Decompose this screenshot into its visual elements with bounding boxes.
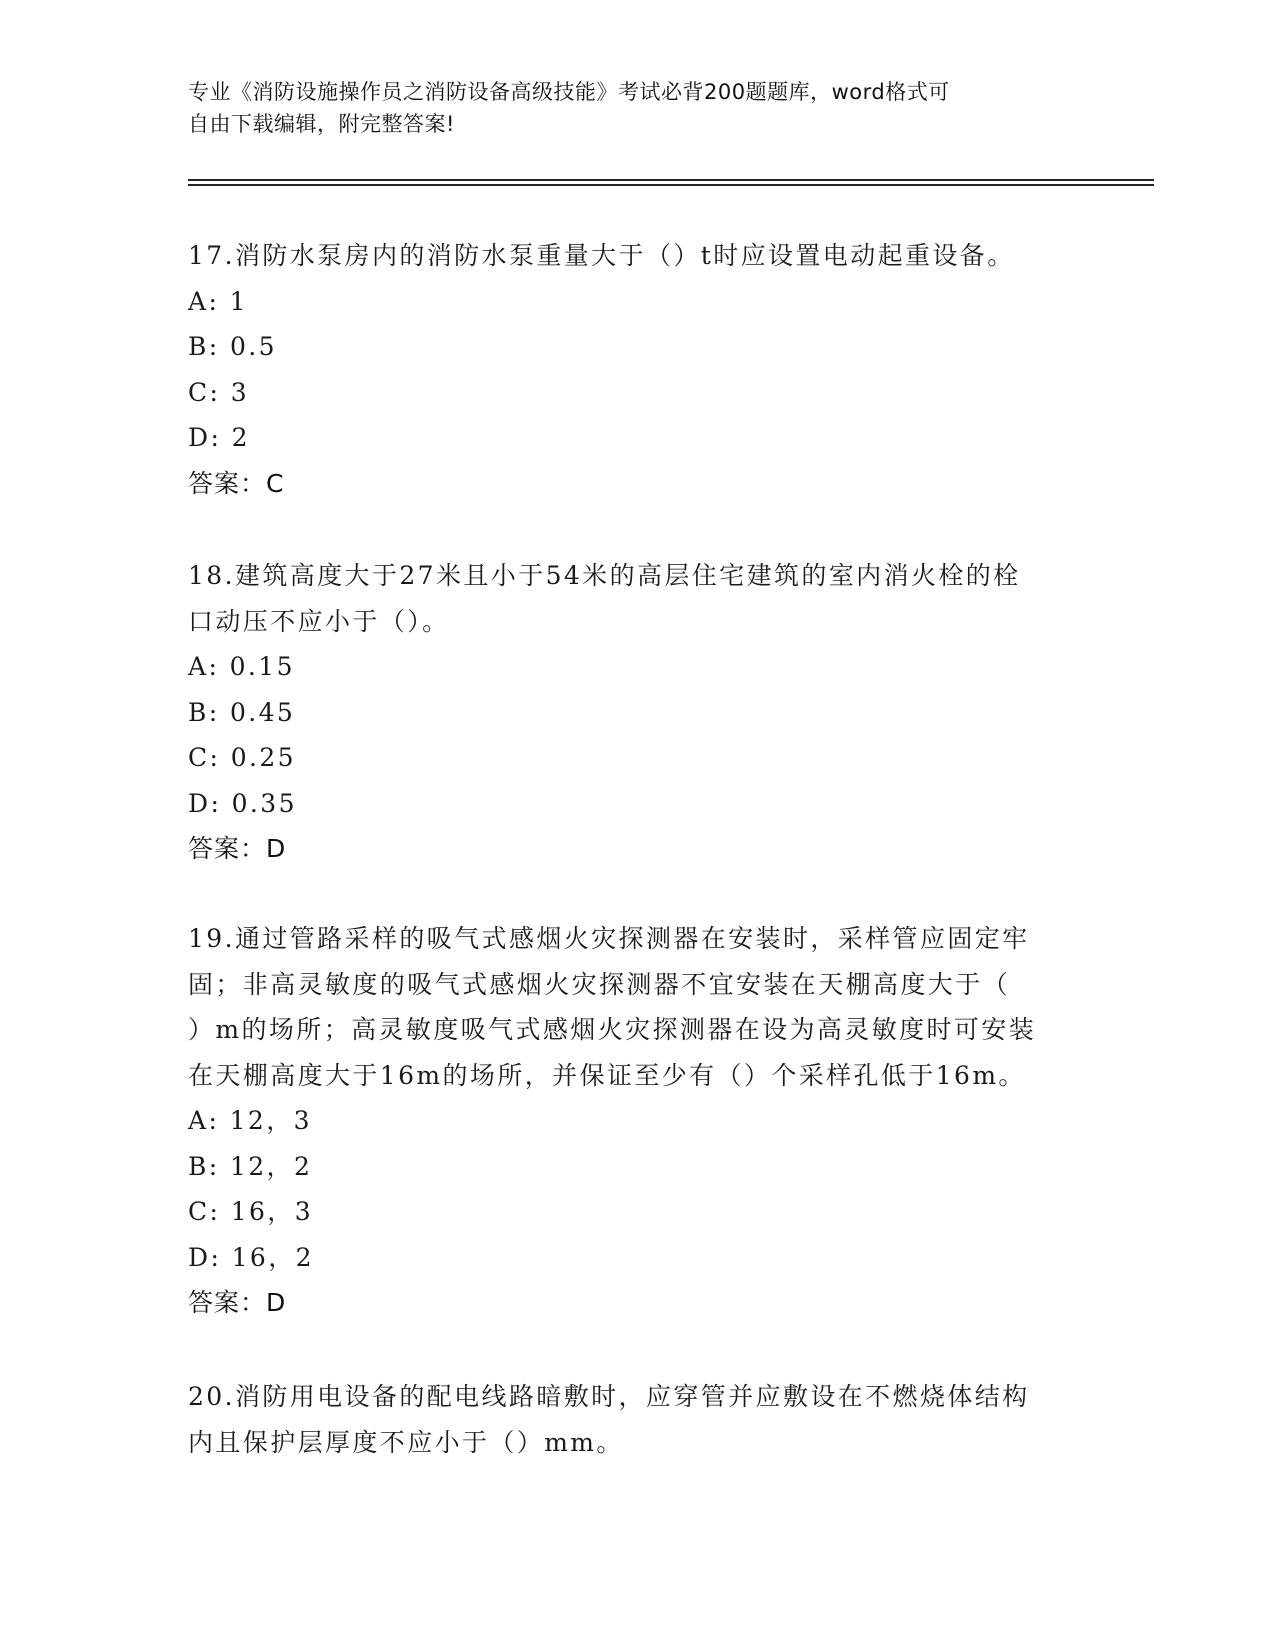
option-c: C: 3 <box>188 377 250 407</box>
question-stem-line-1: 18.建筑高度大于27米且小于54米的高层住宅建筑的室内消火栓的栓 <box>188 561 1021 590</box>
option-d: D: 0.35 <box>188 788 297 818</box>
option-a: A: 0.15 <box>188 652 295 681</box>
question-stem-line-2: 固；非高灵敏度的吸气式感烟火灾探测器不宜安装在天棚高度大于（ <box>188 969 1011 999</box>
header-divider-top <box>188 179 1154 181</box>
option-a: A: 1 <box>188 286 248 316</box>
option-a: A: 12，3 <box>188 1106 312 1135</box>
question-stem-line-3: ）m的场所；高灵敏度吸气式感烟火灾探测器在设为高灵敏度时可安装 <box>188 1015 1037 1044</box>
document-header <box>188 76 1088 140</box>
question-17 <box>188 233 1088 506</box>
question-stem-line-2: 内且保护层厚度不应小于（）mm。 <box>188 1427 624 1457</box>
answer-line: 答案：C <box>188 468 285 498</box>
question-stem-line-1: 19.通过管路采样的吸气式感烟火灾探测器在安装时，采样管应固定牢 <box>188 924 1030 953</box>
question-18 <box>188 553 1088 871</box>
answer-line: 答案：D <box>188 1288 287 1317</box>
question-stem-line-4: 在天棚高度大于16m的场所，并保证至少有（）个采样孔低于16m。 <box>188 1060 1026 1090</box>
option-c: C: 16，3 <box>188 1197 314 1226</box>
option-b: B: 12，2 <box>188 1151 313 1181</box>
option-b: B: 0.45 <box>188 697 296 727</box>
option-b: B: 0.5 <box>188 332 277 361</box>
question-stem-line-2: 口动压不应小于（）。 <box>188 606 450 636</box>
option-d: D: 2 <box>188 423 250 452</box>
question-stem: 17.消防水泵房内的消防水泵重量大于（）t时应设置电动起重设备。 <box>188 241 1015 270</box>
question-20 <box>188 1374 1088 1465</box>
question-19 <box>188 916 1088 1325</box>
option-c: C: 0.25 <box>188 743 296 772</box>
header-divider-bottom <box>188 184 1154 186</box>
header-line-1: 专业《消防设施操作员之消防设备高级技能》考试必背200题题库，word格式可 <box>188 80 950 104</box>
option-d: D: 16，2 <box>188 1242 314 1272</box>
header-line-2: 自由下载编辑，附完整答案! <box>188 112 455 136</box>
question-stem-line-1: 20.消防用电设备的配电线路暗敷时，应穿管并应敷设在不燃烧体结构 <box>188 1382 1030 1411</box>
answer-line: 答案：D <box>188 834 287 863</box>
